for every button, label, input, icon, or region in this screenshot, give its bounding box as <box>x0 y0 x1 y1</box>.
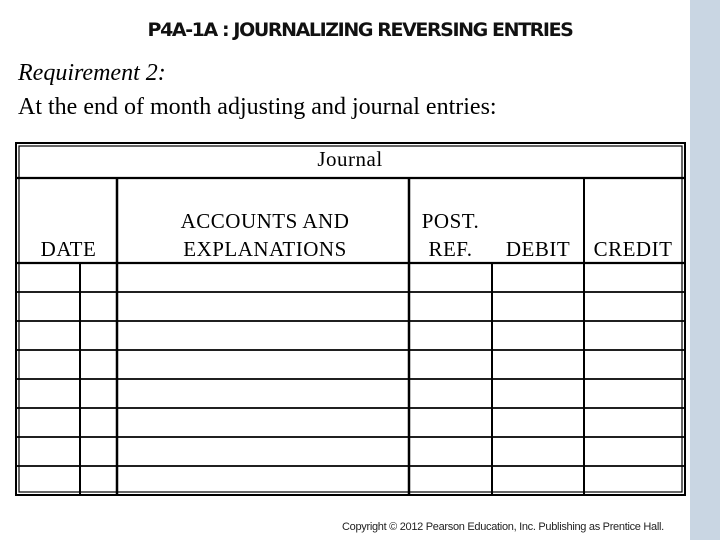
col-header-postref-line2: REF. <box>428 237 473 261</box>
journal-title: Journal <box>317 147 383 171</box>
col-header-credit: CREDIT <box>593 237 673 261</box>
col-header-date: DATE <box>40 237 97 261</box>
col-header-debit: DEBIT <box>505 237 571 261</box>
copyright-notice: Copyright © 2012 Pearson Education, Inc. Publishing as Prentice Hall. <box>342 521 664 533</box>
requirement-label: Requirement 2: <box>18 60 166 86</box>
col-header-postref-line1: POST. <box>421 209 480 233</box>
requirement-text: At the end of month adjusting and journal entries: <box>18 94 497 120</box>
col-header-accounts-line2: EXPLANATIONS <box>183 237 347 261</box>
slide-title: P4A-1A : JOURNALIZING REVERSING ENTRIES <box>147 19 573 41</box>
col-header-accounts-line1: ACCOUNTS AND <box>180 209 350 233</box>
